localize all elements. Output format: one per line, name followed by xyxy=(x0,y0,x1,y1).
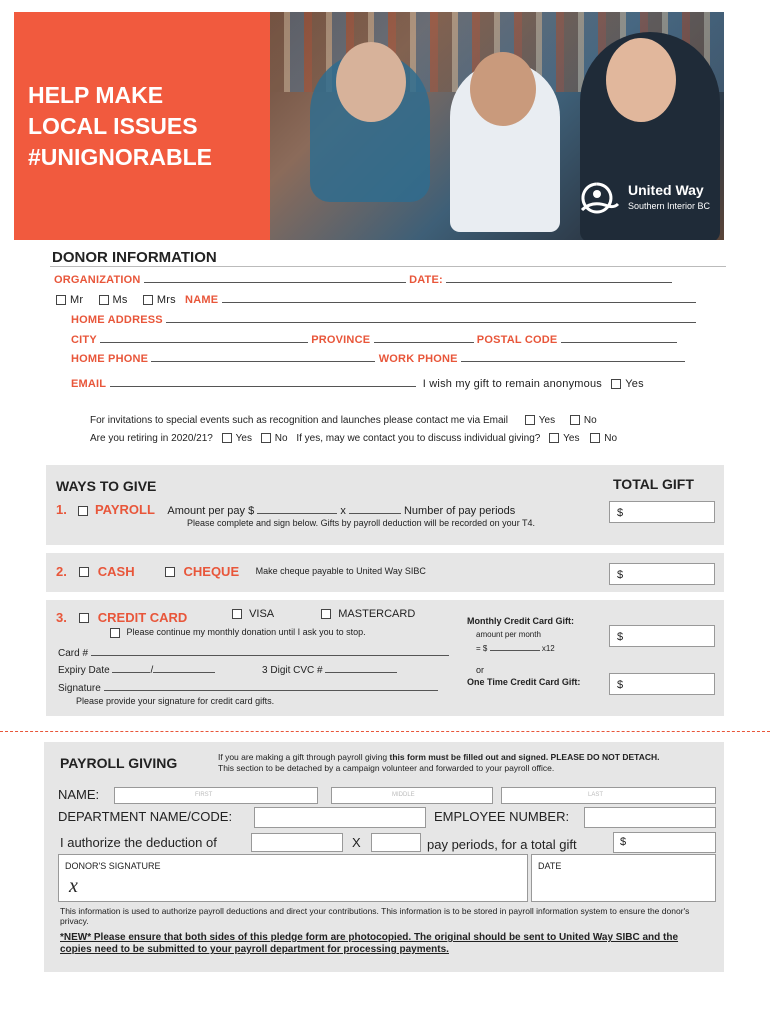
mr-label: Mr xyxy=(70,294,84,306)
monthly-total-dollar: $ xyxy=(617,631,624,643)
pay-periods-label: Number of pay periods xyxy=(403,505,516,517)
deduction-amount-field[interactable] xyxy=(251,833,343,852)
date-label: DATE: xyxy=(409,274,443,286)
monthly-total-field[interactable] xyxy=(609,625,715,647)
privacy-note: This information is used to authorize payroll deductions and direct your contributions. This information is to be stored in payroll information system to ensure the donor's privacy. xyxy=(60,906,690,926)
middle-hint: MIDDLE xyxy=(392,792,415,798)
headline-line-2: LOCAL ISSUES xyxy=(28,113,198,139)
times-label: x xyxy=(340,505,346,517)
option-3-number: 3. xyxy=(56,610,67,625)
email-label: EMAIL xyxy=(71,378,107,390)
name-label-payroll: NAME: xyxy=(58,787,100,802)
city-label: CITY xyxy=(71,334,97,346)
city-field[interactable] xyxy=(100,332,308,343)
x12-label: x12 xyxy=(541,644,555,653)
monthly-gift-label: Monthly Credit Card Gift: xyxy=(467,616,574,626)
detach-line xyxy=(0,731,770,732)
expiry-label: Expiry Date xyxy=(58,665,110,676)
expiry-year-field[interactable] xyxy=(153,662,215,673)
cash-label: CASH xyxy=(97,564,135,579)
retire-no-label: No xyxy=(274,433,288,444)
payroll-label: PAYROLL xyxy=(94,502,155,517)
retire-contact-question: If yes, may we contact you to discuss individual giving? xyxy=(296,433,541,444)
mr-checkbox[interactable] xyxy=(56,295,66,305)
postal-code-label: POSTAL CODE xyxy=(476,334,558,346)
cheque-label: CHEQUE xyxy=(183,564,240,579)
cheque-note: Make cheque payable to United Way SIBC xyxy=(255,566,426,576)
invite-no-label: No xyxy=(583,415,597,426)
expiry-month-field[interactable] xyxy=(112,662,150,673)
credit-card-checkbox[interactable] xyxy=(79,613,89,623)
dept-label: DEPARTMENT NAME/CODE: xyxy=(58,809,233,824)
eq-dollar-label: = $ xyxy=(476,644,488,653)
total-gift-field[interactable] xyxy=(613,832,716,853)
payroll-intro-b: this form must be filled out and signed. PLEASE DO NOT DETACH. xyxy=(389,752,660,762)
option-1-number: 1. xyxy=(56,502,67,517)
province-field[interactable] xyxy=(374,332,474,343)
retire-yes-label: Yes xyxy=(235,433,252,444)
authorize-x: X xyxy=(352,835,361,850)
organization-field[interactable] xyxy=(144,272,406,283)
continue-monthly-label: Please continue my monthly donation until I ask you to stop. xyxy=(126,627,366,637)
employee-number-field[interactable] xyxy=(584,807,716,828)
periods-label: pay periods, for a total gift xyxy=(427,837,577,852)
ways-credit-panel xyxy=(46,600,724,716)
or-label: or xyxy=(476,665,485,675)
payroll-date-label: DATE xyxy=(538,861,562,871)
headline-line-3: #UNIGNORABLE xyxy=(28,144,213,170)
dept-field[interactable] xyxy=(254,807,426,828)
headline-line-1: HELP MAKE xyxy=(28,82,164,108)
cash-checkbox[interactable] xyxy=(79,567,89,577)
home-address-label: HOME ADDRESS xyxy=(71,314,163,326)
monthly-amount-field[interactable] xyxy=(490,643,540,651)
invite-no-checkbox[interactable] xyxy=(570,415,580,425)
mastercard-label: MASTERCARD xyxy=(338,608,416,620)
payroll-date-box[interactable] xyxy=(531,854,716,902)
total-gift-dollar: $ xyxy=(620,836,627,848)
total-gift-title: TOTAL GIFT xyxy=(613,476,694,492)
mrs-label: Mrs xyxy=(156,294,176,306)
amount-per-pay-label: Amount per pay $ xyxy=(167,505,255,517)
authorize-label: I authorize the deduction of xyxy=(60,835,217,850)
invite-question: For invitations to special events such as recognition and launches please contact me via Email xyxy=(90,415,509,426)
last-hint: LAST xyxy=(588,792,604,798)
donor-section xyxy=(46,246,724,456)
payroll-intro-c: This section to be detached by a campaign volunteer and forwarded to your payroll office. xyxy=(218,763,555,773)
mastercard-checkbox[interactable] xyxy=(321,609,331,619)
visa-checkbox[interactable] xyxy=(232,609,242,619)
invite-yes-label: Yes xyxy=(538,415,556,426)
option-2-number: 2. xyxy=(56,564,67,579)
name-label: NAME xyxy=(185,294,219,306)
hero-headline xyxy=(28,80,212,173)
photocopy-notice: *NEW* Please ensure that both sides of this pledge form are photocopied. The original should be sent to United Way SIBC and the copies need to be submitted to your payroll department for processing payments. xyxy=(60,932,679,955)
signature-x-mark: x xyxy=(69,875,78,897)
brand-sub: Southern Interior BC xyxy=(628,201,711,211)
ways-title: WAYS TO GIVE xyxy=(56,478,157,494)
email-field[interactable] xyxy=(110,376,416,387)
home-phone-field[interactable] xyxy=(151,351,375,362)
signature-note: Please provide your signature for credit card gifts. xyxy=(76,696,275,706)
anonymous-yes-checkbox[interactable] xyxy=(611,379,621,389)
continue-monthly-checkbox[interactable] xyxy=(110,628,120,638)
ms-checkbox[interactable] xyxy=(99,295,109,305)
amount-per-pay-field[interactable] xyxy=(257,503,337,514)
card-number-label: Card # xyxy=(58,648,89,659)
signature-label: Signature xyxy=(58,683,101,694)
payroll-note: Please complete and sign below. Gifts by payroll deduction will be recorded on your T4. xyxy=(187,518,536,528)
donor-title: DONOR INFORMATION xyxy=(52,249,217,266)
card-number-field[interactable] xyxy=(91,645,449,656)
payroll-giving-title: PAYROLL GIVING xyxy=(60,755,178,771)
last-name-field[interactable] xyxy=(501,787,716,804)
ways-payroll-panel xyxy=(46,465,724,545)
retire-question: Are you retiring in 2020/21? xyxy=(90,433,213,444)
donor-signature-label: DONOR'S SIGNATURE xyxy=(65,861,161,871)
name-field[interactable] xyxy=(222,292,696,303)
work-phone-field[interactable] xyxy=(461,351,685,362)
cash-total-field[interactable] xyxy=(609,563,715,585)
cvc-label: 3 Digit CVC # xyxy=(262,665,323,676)
employee-number-label: EMPLOYEE NUMBER: xyxy=(434,809,570,824)
one-time-gift-label: One Time Credit Card Gift: xyxy=(467,677,581,687)
home-phone-label: HOME PHONE xyxy=(71,353,149,365)
organization-label: ORGANIZATION xyxy=(54,274,141,286)
pay-periods-field[interactable] xyxy=(349,503,401,514)
ms-label: Ms xyxy=(112,294,128,306)
periods-field[interactable] xyxy=(371,833,421,852)
work-phone-label: WORK PHONE xyxy=(378,353,458,365)
cheque-checkbox[interactable] xyxy=(165,567,175,577)
one-time-total-dollar: $ xyxy=(617,679,624,691)
cc-signature-field[interactable] xyxy=(104,680,438,691)
anonymous-label: I wish my gift to remain anonymous xyxy=(422,378,602,390)
province-label: PROVINCE xyxy=(311,334,371,346)
credit-card-label: CREDIT CARD xyxy=(97,610,188,625)
expiry-slash: / xyxy=(150,665,154,676)
contact-yes-checkbox[interactable] xyxy=(549,433,559,443)
retire-no-checkbox[interactable] xyxy=(261,433,271,443)
date-field[interactable] xyxy=(446,272,672,283)
contact-no-checkbox[interactable] xyxy=(590,433,600,443)
brand-name: United Way xyxy=(628,182,704,198)
mrs-checkbox[interactable] xyxy=(143,295,153,305)
hero-banner xyxy=(14,12,724,240)
ways-cash-panel xyxy=(46,553,724,592)
payroll-checkbox[interactable] xyxy=(78,506,88,516)
payroll-total-field[interactable] xyxy=(609,501,715,523)
one-time-total-field[interactable] xyxy=(609,673,715,695)
contact-no-label: No xyxy=(604,433,618,444)
hand-logo-icon xyxy=(572,180,622,222)
retire-yes-checkbox[interactable] xyxy=(222,433,232,443)
cvc-field[interactable] xyxy=(325,662,397,673)
visa-label: VISA xyxy=(249,608,275,620)
amount-per-month-label: amount per month xyxy=(476,630,541,639)
contact-yes-label: Yes xyxy=(563,433,580,444)
anonymous-yes-label: Yes xyxy=(625,378,644,390)
home-address-field[interactable] xyxy=(166,312,696,323)
donor-signature-box[interactable] xyxy=(58,854,528,902)
payroll-giving-section xyxy=(44,742,724,972)
payroll-total-dollar: $ xyxy=(617,507,624,519)
first-hint: FIRST xyxy=(195,792,213,798)
cash-total-dollar: $ xyxy=(617,569,624,581)
first-name-field[interactable] xyxy=(114,787,318,804)
middle-name-field[interactable] xyxy=(331,787,493,804)
invite-yes-checkbox[interactable] xyxy=(525,415,535,425)
postal-code-field[interactable] xyxy=(561,332,677,343)
payroll-intro-a: If you are making a gift through payroll giving xyxy=(218,752,390,762)
